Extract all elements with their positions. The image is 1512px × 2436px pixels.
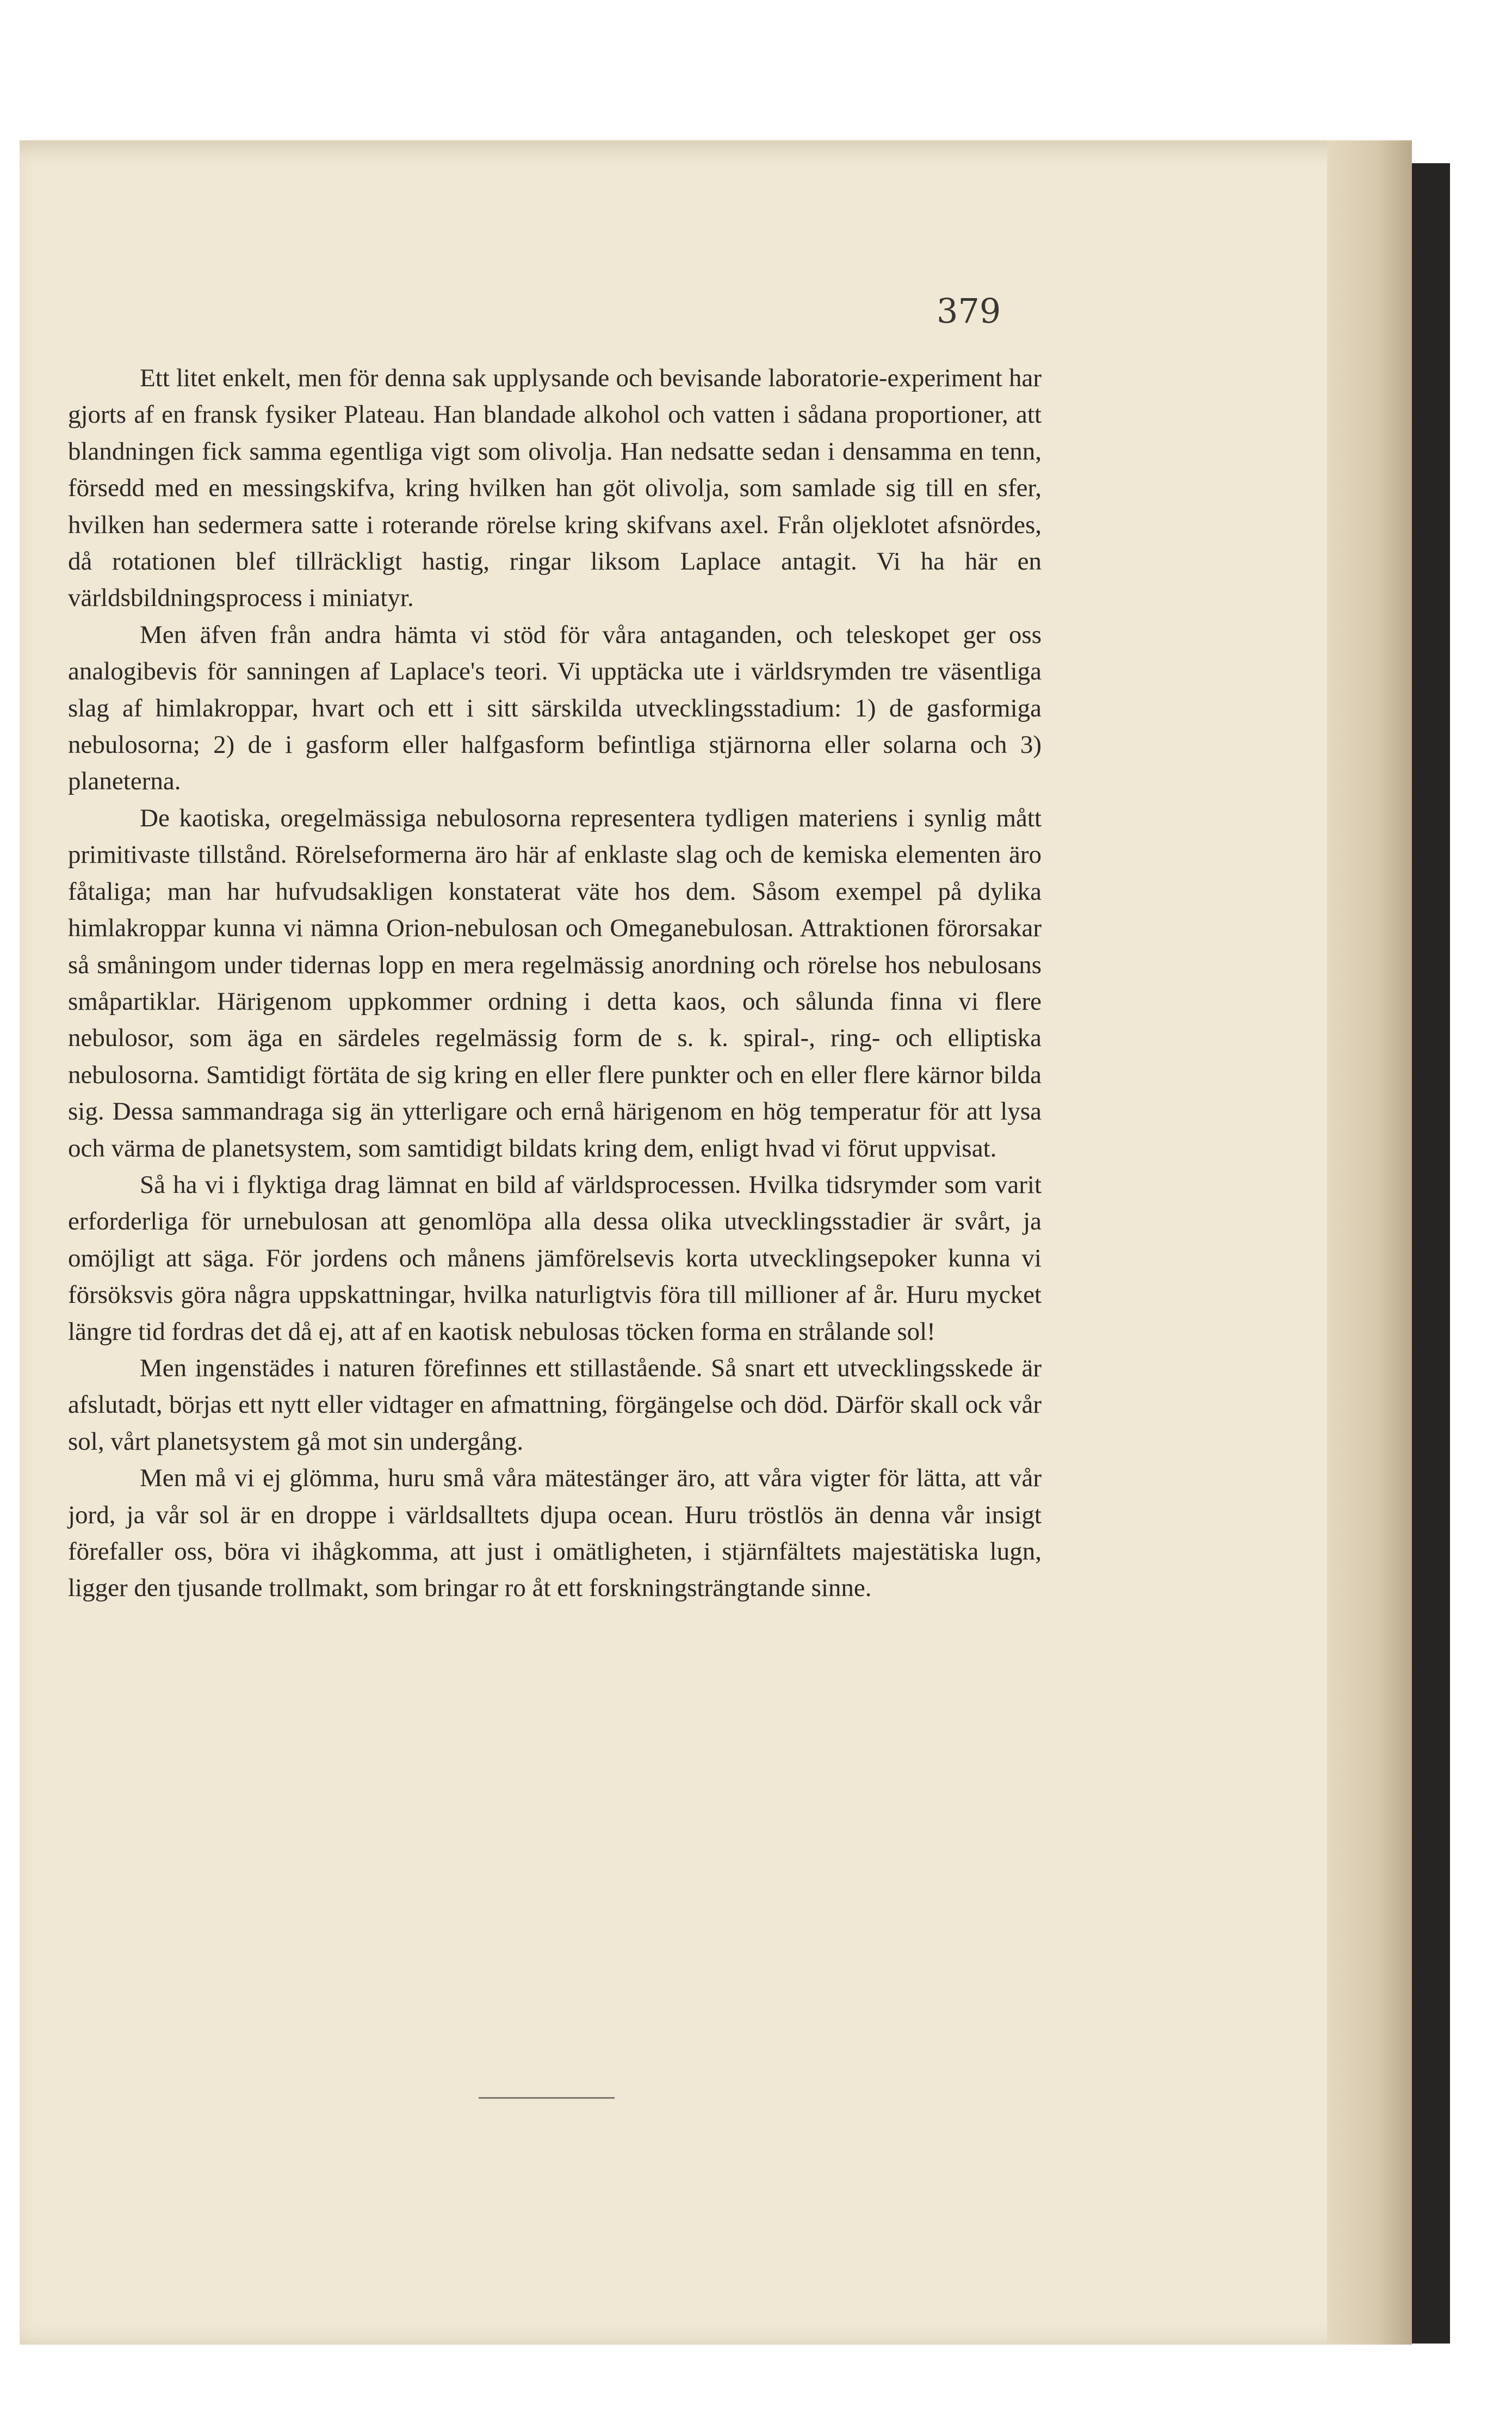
paragraph-3: De kaotiska, oregelmässiga nebulosorna representera tydligen materiens i synlig mått primitivaste tillstånd. Rörelseformerna äro här af enklaste slag och de kemiska elementen äro fåtaliga; man har hufvudsakligen konstaterat väte hos dem. Såsom exempel på dylika himlakroppar kunna vi nämna Orion-nebulosan och Omeganebulosan. Attraktionen förorsakar så småningom under tidernas lopp en mera regelmässig anordning och rörelse hos nebulosans småpartiklar. Härigenom uppkommer ordning i detta kaos, och sålunda finna vi flere nebulosor, som äga en särdeles regelmässig form de s. k. spiral-, ring- och elliptiska nebulosorna. Samtidigt förtäta de sig kring en eller flere punkter och en eller flere kärnor bilda sig. Dessa sammandraga sig än ytterligare och ernå härigenom en hög temperatur för att lysa och värma de planetsystem, som samtidigt bildats kring dem, enligt hvad vi förut uppvisat. <box>68 803 1042 1163</box>
paragraph-5: Men ingenstädes i naturen förefinnes ett stillastående. Så snart ett utvecklingsskede är afslutadt, börjas ett nytt eller vidtager en afmattning, förgängelse och död. Därför skall ock vår sol, vårt planetsystem gå mot sin undergång. <box>68 1353 1042 1456</box>
paragraph-2: Men äfven från andra hämta vi stöd för våra antaganden, och teleskopet ger oss analogibevis för sanningen af Laplace's teori. Vi upptäcka ute i världsrymden tre väsentliga slag af himlakroppar, hvart och ett i sitt särskilda utvecklingsstadium: 1) de gasformiga nebulosorna; 2) de i gasform eller halfgasform befintliga stjärnorna eller solarna och 3) planeterna. <box>68 620 1042 796</box>
paragraph-1: Ett litet enkelt, men för denna sak upplysande och bevisande laboratorie-experiment har gjorts af en fransk fysiker Plateau. Han blandade alkohol och vatten i sådana proportioner, att blandningen fick samma egentliga vigt som olivolja. Han nedsatte sedan i densamma en tenn, försedd med en messingskifva, kring hvilken han göt olivolja, som samlade sig till en sfer, hvilken han sedermera satte i roterande rörelse kring skifvans axel. Från oljeklotet afsnördes, då rotationen blef tillräckligt hastig, ringar liksom Laplace antagit. Vi ha här en världsbildningsprocess i miniatyr. <box>68 364 1042 613</box>
page-edge-shadow <box>1327 140 1412 2345</box>
end-divider <box>479 2097 615 2099</box>
page-number: 379 <box>937 291 1001 331</box>
book-cover-edge <box>1412 163 1450 2344</box>
paragraph-6: Men må vi ej glömma, huru små våra mätestänger äro, att våra vigter för lätta, att vår jord, ja vår sol är en droppe i världsalltets djupa ocean. Huru tröstlös än denna vår insigt förefaller oss, böra vi ihågkomma, att just i omätligheten, i stjärnfältets majestätiska lugn, ligger den tjusande trollmakt, som bringar ro åt ett forskningsträngtande sinne. <box>68 1464 1042 1603</box>
body-text <box>68 360 1042 1607</box>
paragraph-4: Så ha vi i flyktiga drag lämnat en bild af världsprocessen. Hvilka tidsrymder som varit erforderliga för urnebulosan att genomlöpa alla dessa olika utvecklingsstadier är svårt, ja omöjligt att säga. För jordens och månens jämförelsevis korta utvecklingsepoker kunna vi försöksvis göra några uppskattningar, hvilka naturligtvis föra till millioner af år. Huru mycket längre tid fordras det då ej, att af en kaotisk nebulosas töcken forma en strålande sol! <box>68 1170 1042 1346</box>
